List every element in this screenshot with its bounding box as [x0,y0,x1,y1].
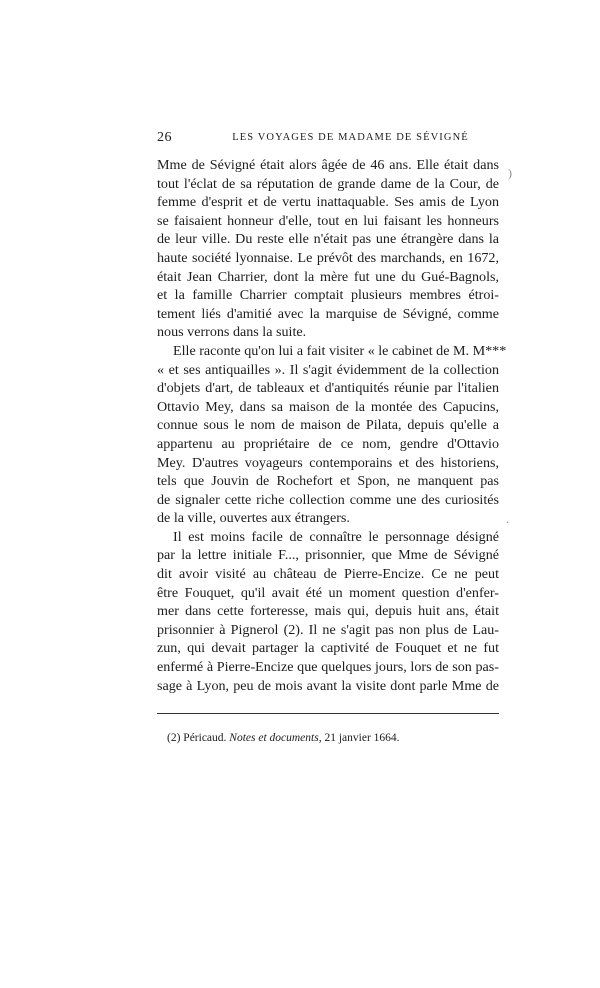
text-line: enfermé à Pierre-Encize que quelques jours, lors de son pas- [157,659,499,676]
text-line: « et ses antiquailles ». Il s'agit évidemment de la collection [157,361,499,378]
margin-mark: ) [508,166,512,180]
text-line: Il est moins facile de connaître le personnage désigné [173,528,499,545]
text-line: haute société lyonnaise. Le prévôt des marchands, en 1672, [157,249,499,266]
text-line: connue sous le nom de maison de Pilata, depuis qu'elle a [157,417,499,434]
text-line: tout l'éclat de sa réputation de grande dame de la Cour, de [157,175,499,192]
margin-mark: . [506,512,509,526]
text-line: d'objets d'art, de tableaux et d'antiquités réunie par l'italien [157,380,499,397]
footnote-date: 21 janvier 1664. [324,732,400,744]
footnote-author: Péricaud. [183,732,227,744]
body-text [157,156,507,695]
text-line: Ottavio Mey, dans sa maison de la montée des Capucins, [157,398,499,415]
text-line: Mme de Sévigné était alors âgée de 46 ans. Elle était dans [157,157,499,173]
text-line: se faisaient honneur d'elle, tout en lui faisant les honneurs [157,212,499,229]
footnote-work-title: Notes et documents, [229,732,322,744]
text-line: tels que Jouvin de Rochefort et Spon, ne manquent pas [157,473,499,490]
text-line: femme d'esprit et de vertu inattaquable. Ses amis de Lyon [157,194,499,211]
footnote-divider [157,713,499,714]
footnote [167,732,400,744]
running-title: LES VOYAGES DE MADAME DE SÉVIGNÉ [232,132,469,143]
text-line: appartenu au propriétaire de ce nom, gendre d'Ottavio [157,435,499,452]
text-line: et la famille Charrier comptait plusieurs membres étroi- [157,287,499,304]
text-line: dit avoir visité au château de Pierre-Encize. Ce ne peut [157,566,499,583]
text-line: Elle raconte qu'on lui a fait visiter « le cabinet de M. M*** [173,342,507,359]
text-line: Mey. D'autres voyageurs contemporains et des historiens, [157,454,499,471]
text-line: de la ville, ouvertes aux étrangers. [157,510,350,527]
text-line: mer dans cette forteresse, mais qui, depuis huit ans, était [157,603,499,620]
page-header [157,130,499,150]
text-line: tement liés d'amitié avec la marquise de Sévigné, comme [157,305,499,322]
text-line: être Fouquet, qu'il avait été un moment question d'enfer- [157,584,499,601]
text-line: par la lettre initiale F..., prisonnier, que Mme de Sévigné [157,547,499,564]
footnote-marker: (2) [167,732,181,744]
text-line: prisonnier à Pignerol (2). Il ne s'agit pas non plus de Lau- [157,621,499,638]
text-line: zun, qui devait partager la captivité de Fouquet et ne fut [157,640,499,657]
page-number: 26 [157,130,172,145]
text-line: de leur ville. Du reste elle n'était pas une étrangère dans la [157,231,499,248]
text-line: de signaler cette riche collection comme une des curiosités [157,491,499,508]
text-line: sage à Lyon, peu de mois avant la visite dont parle Mme de [157,677,499,694]
text-line: nous verrons dans la suite. [157,324,307,341]
text-line: était Jean Charrier, dont la mère fut une du Gué-Bagnols, [157,268,499,285]
